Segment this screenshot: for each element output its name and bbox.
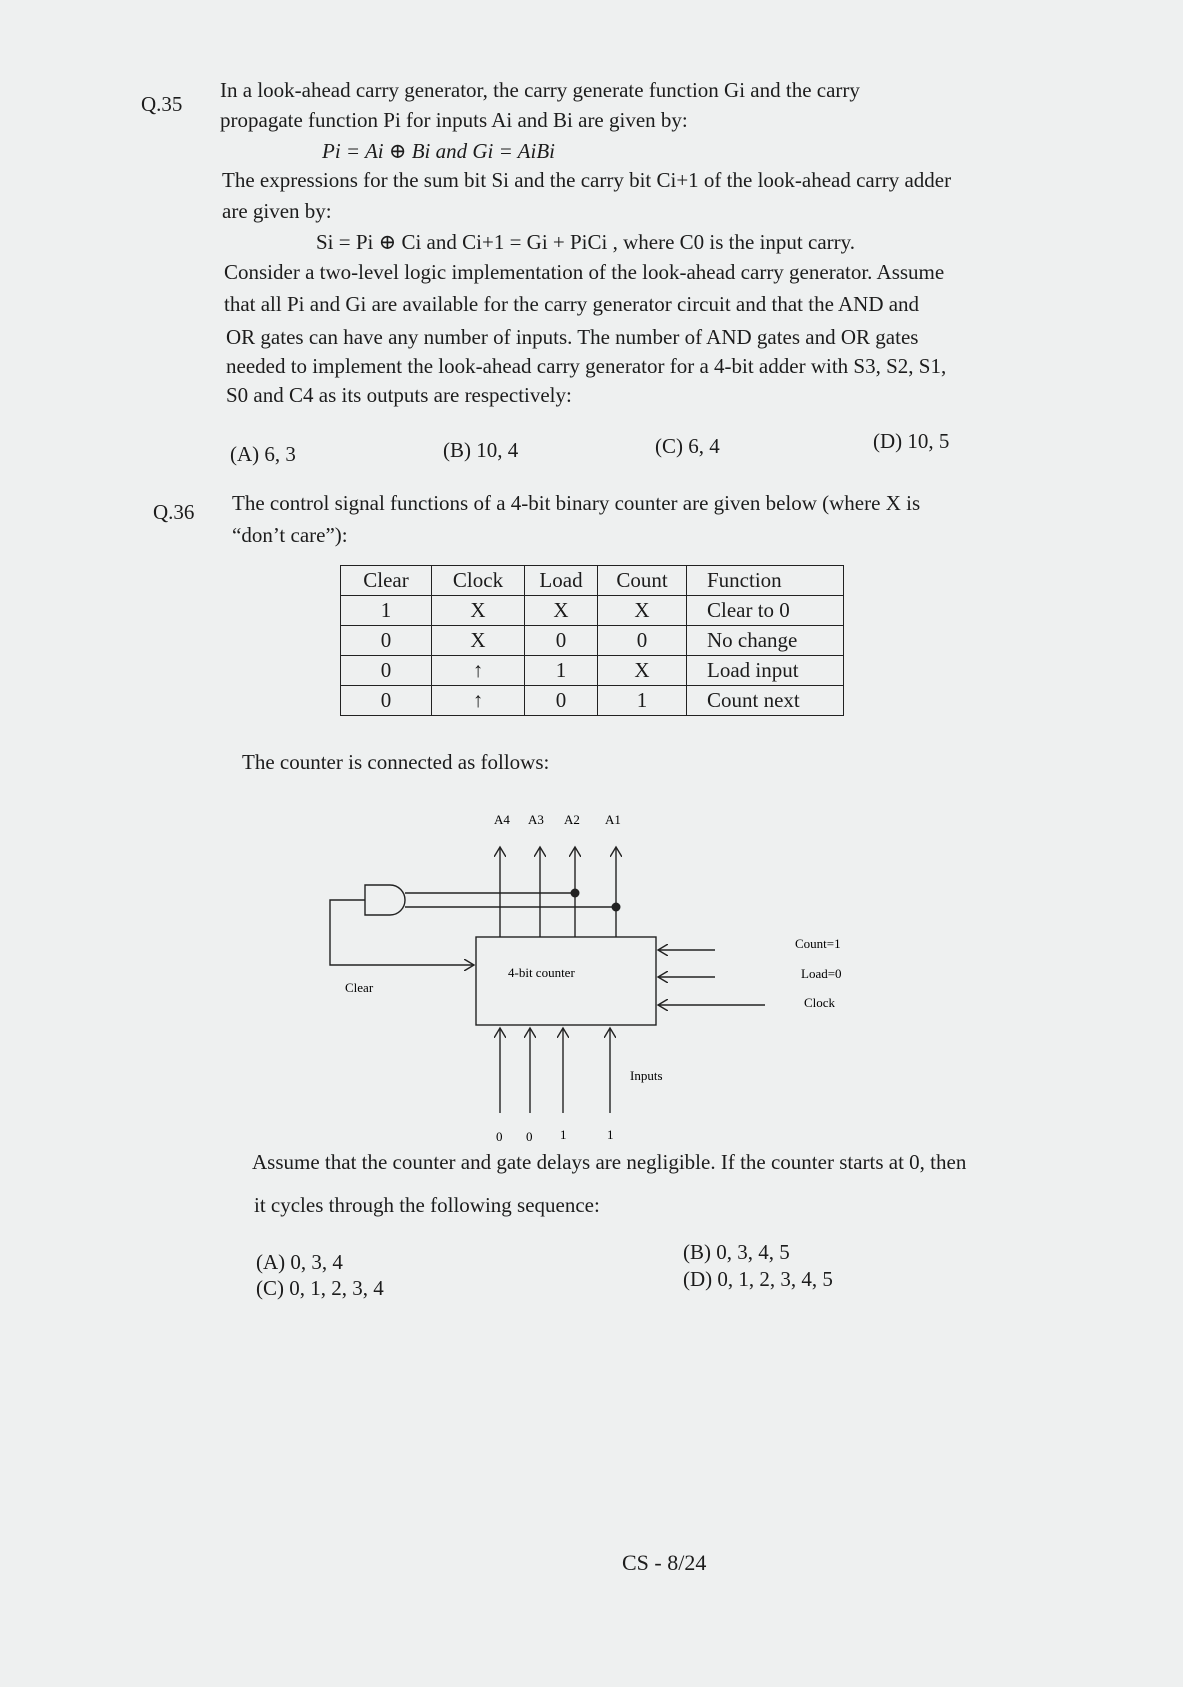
counter-block (476, 937, 656, 1025)
q36-line-1: The control signal functions of a 4-bit binary counter are given below (where X is (232, 491, 921, 515)
table-cell: 1 (525, 656, 598, 686)
q35-equation-1: Pi = Ai ⊕ Bi and Gi = AiBi (322, 139, 555, 163)
q35-option-c[interactable]: (C) 6, 4 (655, 434, 720, 458)
table-cell: X (598, 596, 687, 626)
q35-line-8: needed to implement the look-ahead carry generator for a 4-bit adder with S3, S2, S1, (226, 354, 947, 378)
q36-option-c[interactable]: (C) 0, 1, 2, 3, 4 (256, 1276, 384, 1300)
table-cell: 0 (525, 626, 598, 656)
input-value-4: 1 (607, 1127, 614, 1142)
table-cell: X (598, 656, 687, 686)
table-cell: 1 (341, 596, 432, 626)
q36-option-a[interactable]: (A) 0, 3, 4 (256, 1250, 343, 1274)
table-cell: X (432, 626, 525, 656)
counter-block-label: 4-bit counter (508, 965, 575, 980)
table-header-row (341, 566, 844, 596)
clear-label: Clear (345, 980, 374, 995)
question-35-number: Q.35 (141, 92, 183, 116)
page-footer: CS - 8/24 (622, 1550, 707, 1575)
counter-circuit-diagram (320, 805, 880, 1150)
q36-option-b[interactable]: (B) 0, 3, 4, 5 (683, 1240, 790, 1264)
output-label-a3: A3 (528, 812, 544, 827)
q35-line-7: OR gates can have any number of inputs. The number of AND gates and OR gates (226, 325, 919, 349)
load-label: Load=0 (801, 966, 842, 981)
q36-assume-line-2: it cycles through the following sequence: (254, 1193, 600, 1217)
table-cell: Clear to 0 (687, 596, 844, 626)
q36-option-d[interactable]: (D) 0, 1, 2, 3, 4, 5 (683, 1267, 833, 1291)
output-label-a4: A4 (494, 812, 510, 827)
question-36-number: Q.36 (153, 500, 195, 524)
table-row (341, 656, 844, 686)
q35-line-6: that all Pi and Gi are available for the carry generator circuit and that the AND and (224, 292, 920, 316)
table-cell: 0 (341, 656, 432, 686)
table-cell: ↑ (432, 686, 525, 716)
count-label: Count=1 (795, 936, 841, 951)
junction-dot-a2 (571, 889, 580, 898)
junction-dot-a1 (612, 903, 621, 912)
q35-equation-2: Si = Pi ⊕ Ci and Ci+1 = Gi + PiCi , where C0 is the input carry. (316, 230, 856, 254)
input-value-3: 1 (560, 1127, 567, 1142)
header-function: Function (687, 566, 844, 596)
table-cell: Load input (687, 656, 844, 686)
table-cell: 0 (525, 686, 598, 716)
table-cell: 0 (341, 686, 432, 716)
inputs-label: Inputs (630, 1068, 663, 1083)
header-clear: Clear (341, 566, 432, 596)
q36-assume-line-1: Assume that the counter and gate delays are negligible. If the counter starts at 0, then (252, 1150, 967, 1174)
q35-line-2: propagate function Pi for inputs Ai and Bi are given by: (220, 108, 688, 132)
q35-option-b[interactable]: (B) 10, 4 (443, 438, 519, 462)
header-count: Count (598, 566, 687, 596)
output-label-a2: A2 (564, 812, 580, 827)
q35-line-1: In a look-ahead carry generator, the carry generate function Gi and the carry (220, 78, 860, 102)
table-cell: 0 (598, 626, 687, 656)
clock-label: Clock (804, 995, 836, 1010)
input-value-2: 0 (526, 1129, 533, 1144)
table-row (341, 596, 844, 626)
table-row (341, 626, 844, 656)
table-cell: 0 (341, 626, 432, 656)
q35-line-3: The expressions for the sum bit Si and the carry bit Ci+1 of the look-ahead carry adder (222, 168, 952, 192)
header-load: Load (525, 566, 598, 596)
q35-line-9: S0 and C4 as its outputs are respectively: (226, 383, 572, 407)
table-cell: X (525, 596, 598, 626)
input-value-1: 0 (496, 1129, 503, 1144)
table-cell: ↑ (432, 656, 525, 686)
control-signal-table (340, 565, 844, 716)
header-clock: Clock (432, 566, 525, 596)
table-row (341, 686, 844, 716)
table-cell: Count next (687, 686, 844, 716)
q35-line-5: Consider a two-level logic implementation of the look-ahead carry generator. Assume (224, 260, 945, 284)
q36-connected-text: The counter is connected as follows: (242, 750, 550, 774)
q35-line-4: are given by: (222, 199, 332, 223)
table-cell: 1 (598, 686, 687, 716)
q35-option-d[interactable]: (D) 10, 5 (873, 429, 950, 453)
table-cell: X (432, 596, 525, 626)
and-gate-icon (365, 885, 405, 915)
table-cell: No change (687, 626, 844, 656)
q36-line-2: “don’t care”): (232, 523, 348, 547)
output-label-a1: A1 (605, 812, 621, 827)
q35-option-a[interactable]: (A) 6, 3 (230, 442, 296, 466)
